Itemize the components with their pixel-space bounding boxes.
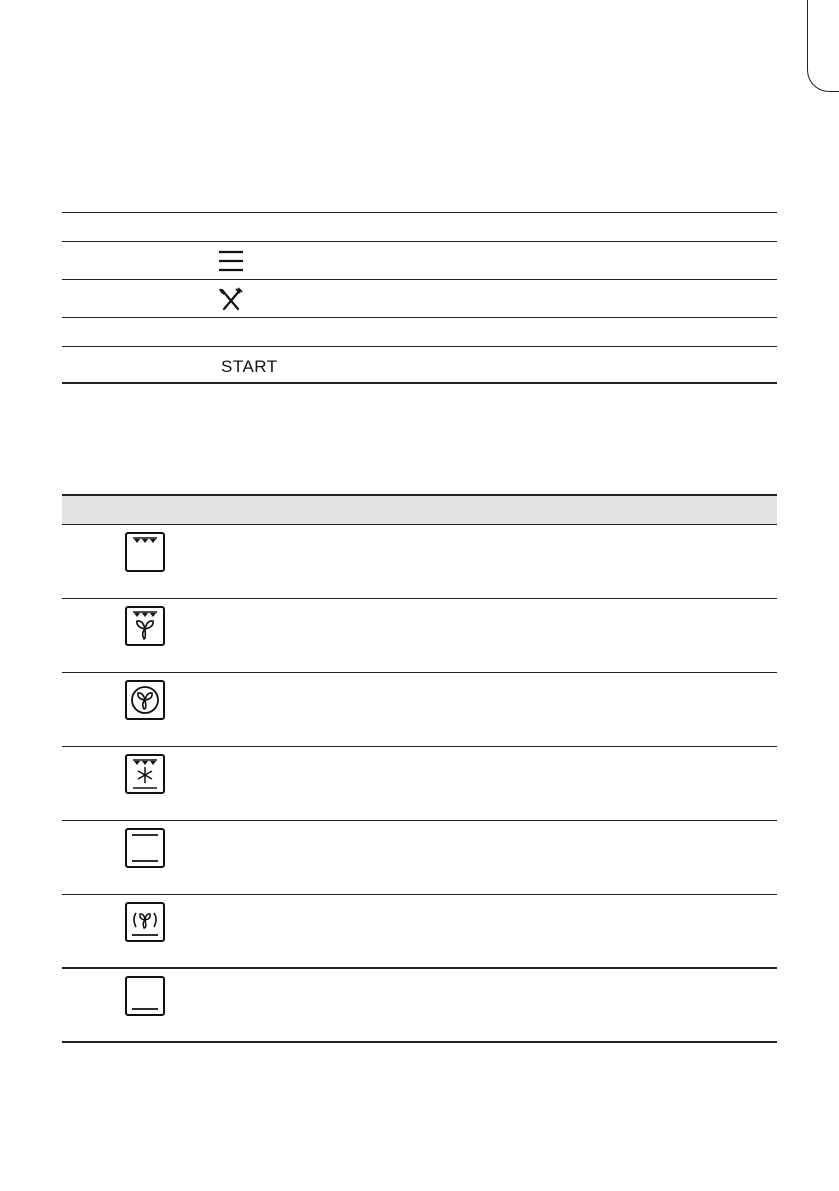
defrost-icon — [124, 753, 166, 795]
bottom-heat-icon — [124, 975, 166, 1017]
menu-icon[interactable] — [218, 250, 244, 272]
fan-bottom-heat-icon — [124, 901, 166, 943]
top-heat-icon — [124, 531, 166, 573]
fan-ring-icon — [124, 679, 166, 721]
function-row — [62, 821, 777, 895]
function-row — [62, 599, 777, 673]
function-row — [62, 673, 777, 747]
function-row — [62, 747, 777, 821]
function-row — [62, 895, 777, 969]
functions-table-header — [62, 494, 777, 525]
top-bottom-heat-icon — [124, 827, 166, 869]
start-button-label[interactable]: START — [221, 357, 278, 376]
controls-row — [62, 241, 777, 279]
function-row — [62, 525, 777, 599]
functions-table — [62, 494, 777, 1043]
fan-with-grill-icon — [124, 605, 166, 647]
controls-row — [62, 279, 777, 317]
controls-table — [62, 212, 777, 384]
controls-row — [62, 212, 777, 241]
controls-row — [62, 346, 777, 384]
function-row — [62, 969, 777, 1043]
page-edge-tab — [807, 0, 839, 92]
cutlery-icon[interactable] — [218, 287, 244, 311]
controls-row — [62, 317, 777, 346]
